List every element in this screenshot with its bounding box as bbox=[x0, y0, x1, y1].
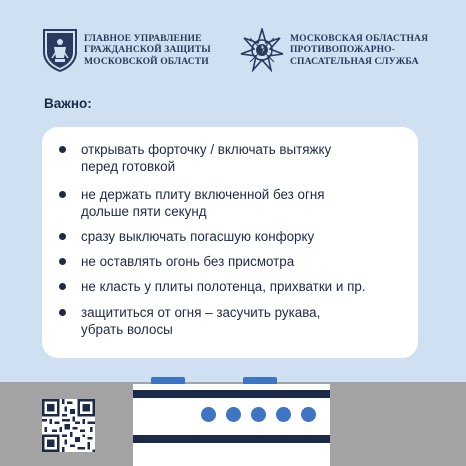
list-item-text: сразу выключать погасшую конфорку bbox=[81, 229, 315, 244]
org-left-name: ГЛАВНОЕ УПРАВЛЕНИЕ ГРАЖДАНСКОЙ ЗАЩИТЫ МОСКОВСКОЙ ОБЛАСТИ bbox=[84, 33, 211, 67]
coat-of-arms-icon bbox=[42, 28, 78, 72]
stove-knob-icon bbox=[226, 407, 241, 422]
bullet-icon bbox=[59, 258, 66, 265]
stove-top-band bbox=[133, 390, 330, 398]
stove-bottom-band bbox=[133, 435, 330, 443]
bullet-icon bbox=[59, 146, 66, 153]
list-item-text: не оставлять огонь без присмотра bbox=[81, 254, 295, 269]
header bbox=[0, 0, 466, 95]
list-item bbox=[81, 186, 402, 220]
tips-card bbox=[42, 127, 418, 358]
stove-illustration bbox=[133, 384, 330, 466]
bullet-icon bbox=[59, 309, 66, 316]
list-item bbox=[81, 278, 402, 295]
list-item bbox=[81, 253, 402, 270]
important-heading: Важно: bbox=[44, 96, 92, 111]
list-item bbox=[81, 304, 402, 338]
org-left bbox=[42, 28, 211, 72]
qr-code-icon[interactable] bbox=[42, 399, 95, 452]
stove-knob-icon bbox=[276, 407, 291, 422]
list-item bbox=[81, 141, 402, 175]
list-item-text: открывать форточку / включать вытяжку перед готовкой bbox=[81, 142, 332, 174]
list-item-text: не держать плиту включенной без огня дольше пяти секунд bbox=[81, 187, 325, 219]
bullet-icon bbox=[59, 233, 66, 240]
fire-service-star-icon bbox=[240, 28, 284, 72]
stove-knob-icon bbox=[201, 407, 216, 422]
list-item-text: защититься от огня – засучить рукава, убрать волосы bbox=[81, 305, 321, 337]
org-right-name: МОСКОВСКАЯ ОБЛАСТНАЯ ПРОТИВОПОЖАРНО- СПАСАТЕЛЬНАЯ СЛУЖБА bbox=[290, 33, 429, 67]
stove-knob-icon bbox=[301, 407, 316, 422]
org-right bbox=[240, 28, 428, 72]
bullet-icon bbox=[59, 191, 66, 198]
list-item-text: не класть у плиты полотенца, прихватки и пр. bbox=[81, 279, 366, 294]
bullet-icon bbox=[59, 283, 66, 290]
list-item bbox=[81, 228, 402, 245]
stove-knob-icon bbox=[251, 407, 266, 422]
